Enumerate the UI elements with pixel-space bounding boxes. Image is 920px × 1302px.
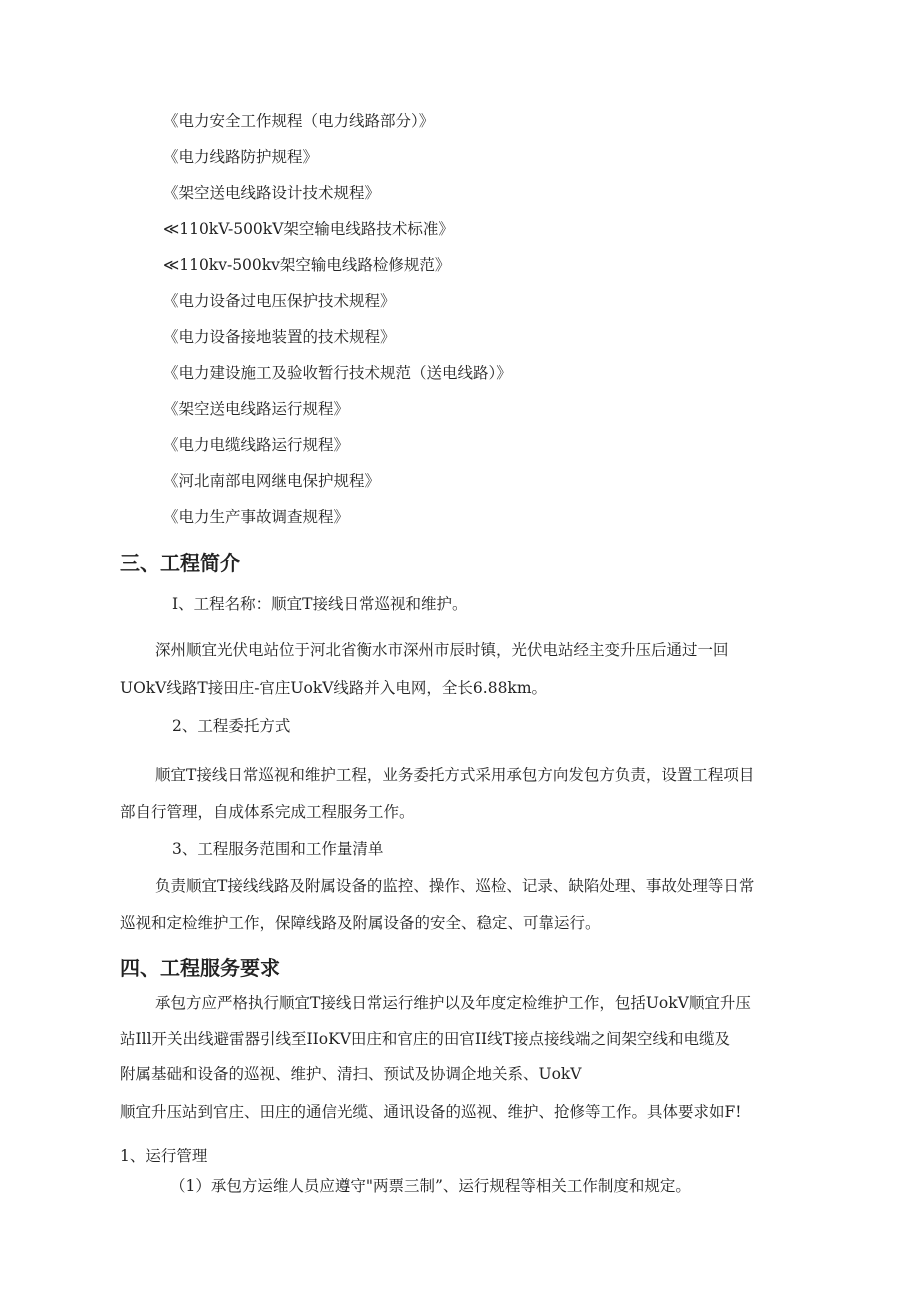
paragraph-line: 负责顺宜T接线线路及附属设备的监控、操作、巡检、记录、缺陷处理、事故处理等日常 — [155, 877, 755, 895]
paragraph-line: 深州顺宜光伏电站位于河北省衡水市深州市辰时镇，光伏电站经主变升压后通过一回 — [155, 641, 729, 659]
paragraph-line: 顺宜升压站到官庄、田庄的通信光缆、通讯设备的巡视、维护、抢修等工作。具体要求如F! — [120, 1103, 742, 1121]
paragraph-line: 站Ill开关出线避雷器引线至IIoKV田庄和官庄的田官II线T接点接线端之间架空线和电缆及 — [120, 1030, 730, 1048]
reference-item: ≪110kV-500kV架空输电线路技术标准》 — [163, 220, 454, 238]
item-title: 3、工程服务范围和工作量清单 — [172, 840, 384, 858]
item-title: I、工程名称：顺宜T接线日常巡视和维护。 — [172, 595, 468, 613]
reference-item: 《电力建设施工及验收暂行技术规范（送电线路）》 — [163, 364, 512, 382]
reference-item: 《电力设备接地装置的技术规程》 — [163, 328, 396, 346]
section-heading-3: 三、工程简介 — [120, 551, 240, 575]
paragraph-line: UOkV线路T接田庄-官庄UokV线路并入电网，全长6.88km。 — [120, 679, 548, 697]
reference-item: 《架空送电线路运行规程》 — [163, 400, 350, 418]
section-heading-4: 四、工程服务要求 — [120, 956, 280, 980]
reference-item: 《河北南部电网继电保护规程》 — [163, 472, 381, 490]
list-item: （1）承包方运维人员应遵守"两票三制”、运行规程等相关工作制度和规定。 — [170, 1177, 691, 1195]
reference-item: ≪110kv-500kv架空输电线路检修规范》 — [163, 256, 451, 274]
reference-item: 《电力设备过电压保护技术规程》 — [163, 292, 396, 310]
paragraph-line: 部自行管理，自成体系完成工程服务工作。 — [120, 803, 415, 821]
reference-item: 《电力生产事故调查规程》 — [163, 508, 350, 526]
reference-item: 《电力电缆线路运行规程》 — [163, 436, 350, 454]
paragraph-line: 承包方应严格执行顺宜T接线日常运行维护以及年度定检维护工作，包括UokV顺宜升压 — [155, 994, 751, 1012]
paragraph-line: 顺宜T接线日常巡视和维护工程，业务委托方式采用承包方向发包方负责，设置工程项目 — [155, 766, 755, 784]
reference-item: 《架空送电线路设计技术规程》 — [163, 184, 381, 202]
reference-item: 《电力安全工作规程（电力线路部分）》 — [163, 112, 435, 130]
paragraph-line: 巡视和定检维护工作，保障线路及附属设备的安全、稳定、可靠运行。 — [120, 914, 601, 932]
paragraph-line: 附属基础和设备的巡视、维护、清扫、预试及协调企地关系、UokV — [120, 1065, 582, 1083]
item-title: 2、工程委托方式 — [172, 717, 291, 735]
reference-item: 《电力线路防护规程》 — [163, 148, 319, 166]
subsection-title: 1、运行管理 — [120, 1147, 208, 1165]
